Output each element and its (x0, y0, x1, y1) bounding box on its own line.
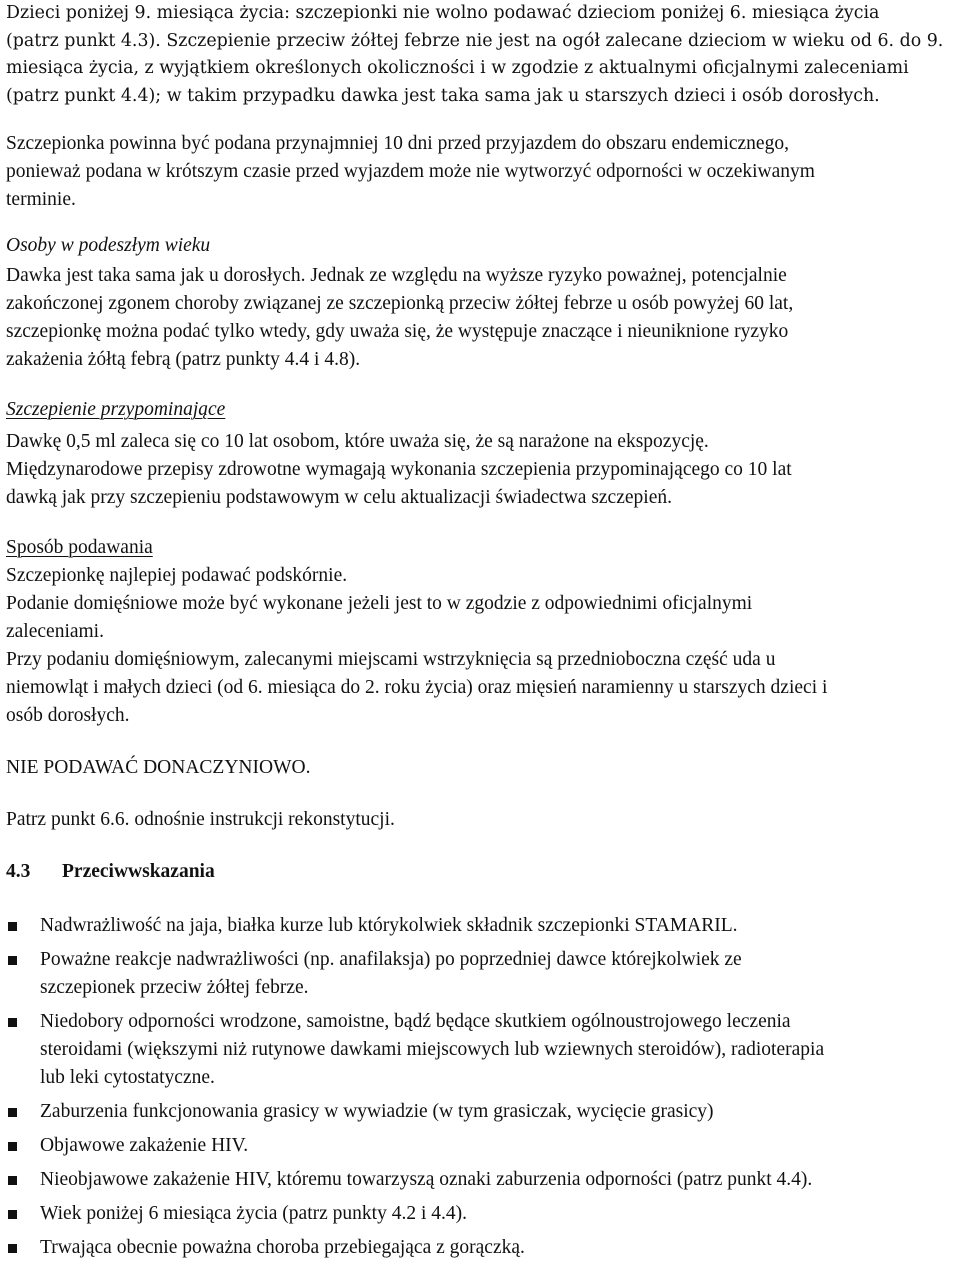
administration-heading: Sposób podawania (6, 537, 153, 558)
elderly-line: szczepionkę można podać tylko wtedy, gdy uważa się, że występuje znaczące i nieuniknione ryzyko (6, 321, 789, 342)
elderly-section (6, 232, 954, 374)
administration-line: osób dorosłych. (6, 705, 130, 726)
square-bullet-icon (8, 1018, 17, 1027)
timing-line: terminie. (6, 189, 76, 210)
square-bullet-icon (8, 956, 17, 965)
contraindications-heading (6, 858, 954, 886)
list-item-line: Poważne reakcje nadwrażliwości (np. anafilaksja) po poprzedniej dawce którejkolwiek ze (40, 949, 742, 970)
list-item (6, 1008, 954, 1092)
document-page (6, 0, 954, 1262)
elderly-heading: Osoby w podeszłym wieku (6, 235, 211, 256)
administration-line: zaleceniami. (6, 621, 104, 642)
timing-paragraph (6, 130, 954, 214)
reconstitution-note: Patrz punkt 6.6. odnośnie instrukcji rekonstytucji. (6, 809, 395, 830)
intro-line: (patrz punkt 4.3). Szczepienie przeciw żółtej febrze nie jest na ogół zalecane dzieciom w wieku od 6. do 9. (6, 30, 944, 51)
list-item-line: Zaburzenia funkcjonowania grasicy w wywiadzie (w tym grasiczak, wycięcie grasicy) (40, 1101, 714, 1122)
intro-line: miesiąca życia, z wyjątkiem określonych okoliczności i w zgodzie z aktualnymi oficjalnymi zaleceniami (6, 58, 909, 78)
list-item-line: Objawowe zakażenie HIV. (40, 1135, 249, 1156)
administration-line: Szczepionkę najlepiej podawać podskórnie. (6, 565, 348, 586)
administration-line: Podanie domięśniowe może być wykonane jeżeli jest to w zgodzie z odpowiednimi oficjalnymi (6, 593, 753, 614)
administration-section (6, 534, 954, 730)
list-item-line: Trwająca obecnie poważna choroba przebiegająca z gorączką. (40, 1237, 525, 1258)
elderly-line: zakażenia żółtą febrą (patrz punkty 4.4 i 4.8). (6, 349, 361, 370)
elderly-line: zakończonej zgonem choroby związanej ze szczepionką przeciw żółtej febrze u osób powyżej 60 lat, (6, 293, 794, 314)
list-item-line: szczepionek przeciw żółtej febrze. (40, 977, 309, 998)
section-number: 4.3 (6, 861, 31, 882)
square-bullet-icon (8, 1210, 17, 1219)
list-item (6, 1098, 954, 1126)
list-item-line: lub leki cytostatyczne. (40, 1067, 215, 1088)
list-item-line: Niedobory odporności wrodzone, samoistne, bądź będące skutkiem ogólnoustrojowego leczenia (40, 1011, 791, 1032)
list-item (6, 912, 954, 940)
booster-section (6, 396, 954, 512)
list-item (6, 1166, 954, 1194)
list-item (6, 1200, 954, 1228)
booster-line: Międzynarodowe przepisy zdrowotne wymagają wykonania szczepienia przypominającego co 10 lat (6, 459, 792, 480)
list-item-line: Nadwrażliwość na jaja, białka kurze lub którykolwiek składnik szczepionki STAMARIL. (40, 915, 738, 936)
list-item (6, 1132, 954, 1160)
booster-heading: Szczepienie przypominające (6, 399, 226, 420)
list-item (6, 1234, 954, 1262)
intro-paragraph (6, 0, 954, 110)
booster-line: dawką jak przy szczepieniu podstawowym w celu aktualizacji świadectwa szczepień. (6, 487, 672, 508)
elderly-line: Dawka jest taka sama jak u dorosłych. Jednak ze względu na wyższe ryzyko poważnej, potencjalnie (6, 265, 787, 286)
list-item-line: Nieobjawowe zakażenie HIV, któremu towarzyszą oznaki zaburzenia odporności (patrz punkt 4.4). (40, 1169, 813, 1190)
square-bullet-icon (8, 1142, 17, 1151)
contraindications-section (6, 858, 954, 1262)
intro-line: Dzieci poniżej 9. miesiąca życia: szczepionki nie wolno podawać dzieciom poniżej 6. miesiąca życia (6, 3, 880, 23)
timing-line: ponieważ podana w krótszym czasie przed wyjazdem może nie wytworzyć odporności w oczekiwanym (6, 161, 815, 182)
administration-line: Przy podaniu domięśniowym, zalecanymi miejscami wstrzyknięcia są przednioboczna część uda u (6, 649, 776, 670)
intravascular-warning: NIE PODAWAĆ DONACZYNIOWO. (6, 757, 311, 778)
booster-line: Dawkę 0,5 ml zaleca się co 10 lat osobom, które uważa się, że są narażone na ekspozycję. (6, 431, 709, 452)
square-bullet-icon (8, 1108, 17, 1117)
square-bullet-icon (8, 922, 17, 931)
intro-line: (patrz punkt 4.4); w takim przypadku dawka jest taka sama jak u starszych dzieci i osób dorosłych. (6, 85, 880, 106)
square-bullet-icon (8, 1176, 17, 1185)
administration-line: niemowląt i małych dzieci (od 6. miesiąca do 2. roku życia) oraz mięsień naramienny u starszych dzieci i (6, 677, 828, 698)
list-item (6, 946, 954, 1002)
list-item-line: steroidami (większymi niż rutynowe dawkami miejscowych lub wziewnych steroidów), radioterapia (40, 1039, 825, 1060)
section-title: Przeciwwskazania (62, 861, 215, 882)
contraindications-list (6, 912, 954, 1262)
timing-line: Szczepionka powinna być podana przynajmniej 10 dni przed przyjazdem do obszaru endemicznego, (6, 133, 789, 154)
list-item-line: Wiek poniżej 6 miesiąca życia (patrz punkty 4.2 i 4.4). (40, 1203, 467, 1224)
square-bullet-icon (8, 1244, 17, 1253)
